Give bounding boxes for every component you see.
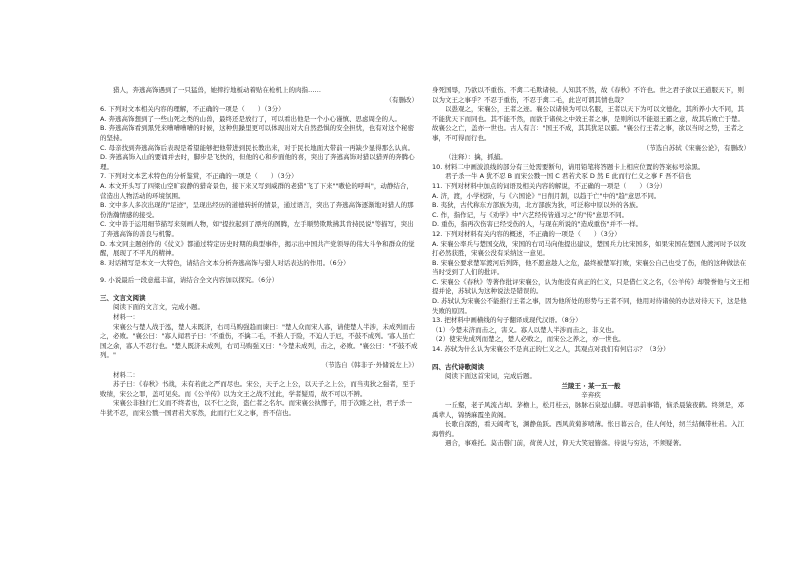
right-paragraph: 以愚观之，宋襄公，王者之迹。襄公以诸侯为可以名服，王者以天下为可以文德化，其所养小大不同，其不能犹天下而同也。其不能不然，而欲于诸侯之中效王者之事，是则所以不能退王霸之意，故其后败亡于楚。故襄公之亡，盖亦一世也。古人有言："国王不成，其其犹足以霸。"襄公行王者之事，欲以当时之势，王者之事，不可得而行也。: [432, 105, 744, 142]
left-paragraph: B. 文中多人多次出现的"足迹"，呈现出经历的道德转折的情景，通过语言，突出了奔逃高饰逐渐地对猎人的那份浩瀚情感的接受。: [100, 201, 414, 219]
left-paragraph: 阅读下面的文言文，完成小题。: [113, 303, 204, 312]
left-paragraph: 苏子曰：《春秋》书战，未有若此之严而尽也。宋公，天子之上公，以天子之上公，而当夷狄之强者，至于败绩，宋公之罪，盖可见矣。而《公羊传》以为文王之战不过此，学者疑焉，故不可以不辨。: [100, 380, 416, 398]
left-paragraph: 9. 小说最后一段意蕴丰富，请结合全文内容加以探究。（6分）: [100, 276, 279, 285]
right-paragraph: C. 宋襄公《春秋》等著作批评宋襄公，认为他没有真正的仁义，只是借仁义之名，《公羊传》却赞誉他与文王相提并论，苏轼认为这种说法是错误的。: [432, 277, 750, 296]
right-paragraph: 君子杀一牛 A 犹不忍 B 而宋公戮一国 C 君若犬豕 D 然 E 此而行仁义之事 F 吾不信也: [445, 172, 692, 181]
left-paragraph: 8. 对话精写是本文一大特色，请结合文本分析奔逃高饰与猎人对话表达的作用。（6分）: [100, 258, 350, 267]
left-paragraph: 6. 下列对文本相关内容的理解，不正确的一项是（ ）（3分）: [100, 105, 285, 114]
right-paragraph: A. 济，渡，小学校阶，与《六国论》"日削月割，以趋于亡"中的"趋"意思不同。: [432, 191, 661, 200]
right-paragraph: D. 重伤，指再次伤害已经受伤的人，与现在所说的"造成重伤"并不一样。: [432, 220, 643, 229]
right-paragraph: B. 宋襄公要求楚军渡河后列阵，他不愿意趁人之危，最终被楚军打败，宋襄公自己也受了伤，他的这种做法在当时受到了人们的批评。: [432, 258, 747, 277]
right-paragraph: 阅读下面这首宋词，完成后题。: [445, 372, 536, 381]
left-paragraph: 宋襄公与楚人战于泓，楚人未既济，右司马购强趋而谏曰："楚人众而宋人寡，请使楚人半涉，未成列而击之，必败。"襄公曰："寡人闻君子曰：'不重伤，不擒二毛，不推人于险，不迫人于厄，不鼓不成列。'寡人虽亡国之余，寡人不忍行也。"楚人既济未成列，右司马购强又曰："今楚未成列，击之，必败。"襄公曰："不鼓不成列。": [100, 322, 418, 360]
left-paragraph: [100, 286, 418, 294]
right-paragraph: （节选自苏轼《宋襄公论》，有删改）: [642, 143, 750, 152]
left-paragraph: 宋襄公非独行仁义而不终者也，以不仁之资，盗仁者之名尔。而宋襄公执鄫子，用于次睢之社，君子杀一牛犹不忍，而宋公戮一国君若犬豕然，此而行仁义之事，吾不信也。: [100, 399, 412, 417]
right-paragraph: 长歌自深酌，看天阔鸢飞，渊静鱼跃。西风黄菊芗喷薄。怅日暮云合，佳人何处，纫兰结佩带杜若。入江海曾约。: [432, 420, 744, 438]
right-paragraph: （1）今楚未济而击之，害义。寡人以楚人半涉而击之，非义也。: [432, 325, 619, 334]
right-paragraph: （注释）：擒，抓捕。: [445, 153, 507, 162]
right-paragraph: （2）使宋先成列而楚之，楚人必败之，而宋公之养之，亦一世也。: [432, 335, 625, 344]
left-paragraph: B. 奔逃高饰看到黑凭来嘈嘈嘈嘈的时候，这种焦躁里更可以体现出对大自然恐惧的安全担忧，也有对这个秘密的坚持。: [100, 124, 415, 142]
right-paragraph: [432, 355, 750, 363]
left-paragraph: 猎人，奔逃高饰遇到了一只猛兽，她摔拧地板动着贴在枪机上的肉指……: [113, 86, 321, 94]
right-paragraph: D. 苏轼认为宋襄公不能推行王者之事，因为他所处的形势与王者不同，他用对待诸侯的办法对待天下，这是他失败的原因。: [432, 297, 747, 315]
right-column: [432, 86, 750, 449]
left-paragraph: （有删改）: [385, 95, 418, 104]
left-paragraph: 材料一：: [113, 313, 139, 322]
right-paragraph: B. 夷狄，古代称东方部族为夷，北方部族为狄，可泛称中原以外的各族。: [432, 201, 643, 210]
right-paragraph: 遇合，事难托。莫击磬门前，荷蒉人过，仰天大笑冠簪落。待说与穷达，不须疑著。: [445, 439, 686, 448]
right-paragraph: 13. 把材料中画横线的句子翻译成现代汉语。（8分）: [432, 316, 582, 325]
right-paragraph: 辛弃疾: [581, 391, 601, 400]
right-paragraph: C. 作，指作记，与《劝学》中"六艺经传皆通习之"的"传"意思不同。: [432, 210, 629, 219]
left-paragraph: C. 文中善于运用细节描写来刻画人物，如"提拉起到了漂亮的图腾，左手顺势欺欺拂其肯持民说"等描写，突出了奔逃高饰的善良与机警。: [100, 220, 414, 238]
right-paragraph: 兰陵王 · 某一五一般: [561, 381, 621, 390]
left-paragraph: 7. 下列对文本艺术特色的分析鉴赏，不正确的一项是（ ）（3分）: [100, 172, 298, 181]
right-paragraph: 12. 下列对材料有关内容的概述，不正确的一项是（ ）（3分）: [432, 229, 621, 238]
right-paragraph: 一丘壑，老子风流占却。茅檐上，松月桂云，脉脉石泉逗山脚。寻思前事错，恼杀晨猿夜鹤。终须是，邓禹辈人，锦绣麻霞坐黄阁。: [432, 401, 744, 419]
left-paragraph: D. 奔逃高饰入山的要诵并去时，脚步是飞快的，但他的心和步面他的喜，突出了奔逃高饰对猎以猎弄的奔腾心理。: [100, 153, 415, 171]
right-paragraph: 四、古代诗歌阅读: [432, 362, 484, 371]
right-paragraph: 10. 材料二中画波浪线的部分有三处需要断句，请用铅笔将答题卡上相应位置的答案标号涂黑。: [432, 162, 705, 171]
left-paragraph: （节选自《韩非子·外储说左上》）: [321, 361, 418, 370]
left-paragraph: D. 本文同主题创作的《仗义》都通过特定历史时期的典型事件，揭示出中国共产党领导的伟大斗争和群众的觉醒，展现了不平凡的精神。: [100, 239, 415, 258]
right-paragraph: 14. 苏轼为什么认为宋襄公不是真正的仁义之人，其观点对我们有何启示？（3分）: [432, 345, 670, 354]
left-paragraph: 三、文言文阅读: [100, 293, 146, 302]
left-paragraph: A. 本文开头写了四梁山空旷寂静的猎奇景色，接下来又写到威群的老猎"飞了下来""嗷伦的呼叫"，动静结合，营造出人物活动的环境氛围。: [100, 181, 413, 200]
right-paragraph: A. 宋襄公率兵与楚国交战，宋国的右司马向他提出建议，楚国兵力比宋国多，如果宋国在楚国人渡河时予以攻打必然获胜，宋襄公没有采纳这一意见。: [432, 239, 746, 258]
left-paragraph: A. 奔逃高饰想到了一些山死之类的山兽，最终还是放行了，可以看出他是一个小心谨慎、思虑周全的人。: [100, 114, 401, 123]
left-paragraph: 材料二：: [113, 370, 139, 379]
left-column: [100, 86, 418, 419]
right-paragraph: 11. 下列对材料中加点的词语及相关内容的解说，不正确的一项是（ ）（3分）: [432, 181, 667, 190]
right-paragraph: 身死国辱，乃欲以不重伤、不禽二毛欺诸侯。人知其不然，故《春秋》不许也。世之君子欲以王道服天下，则以为文王之事乎？不忍于重伤，不忍于禽二毛，此岂可谓其情也哉？: [432, 86, 744, 104]
left-paragraph: C. 母亲找到奔逃高饰后表现是希望能够把他带进到民长教出来，对于民长地面大带前一再缺少显得那么认真。: [100, 143, 415, 152]
